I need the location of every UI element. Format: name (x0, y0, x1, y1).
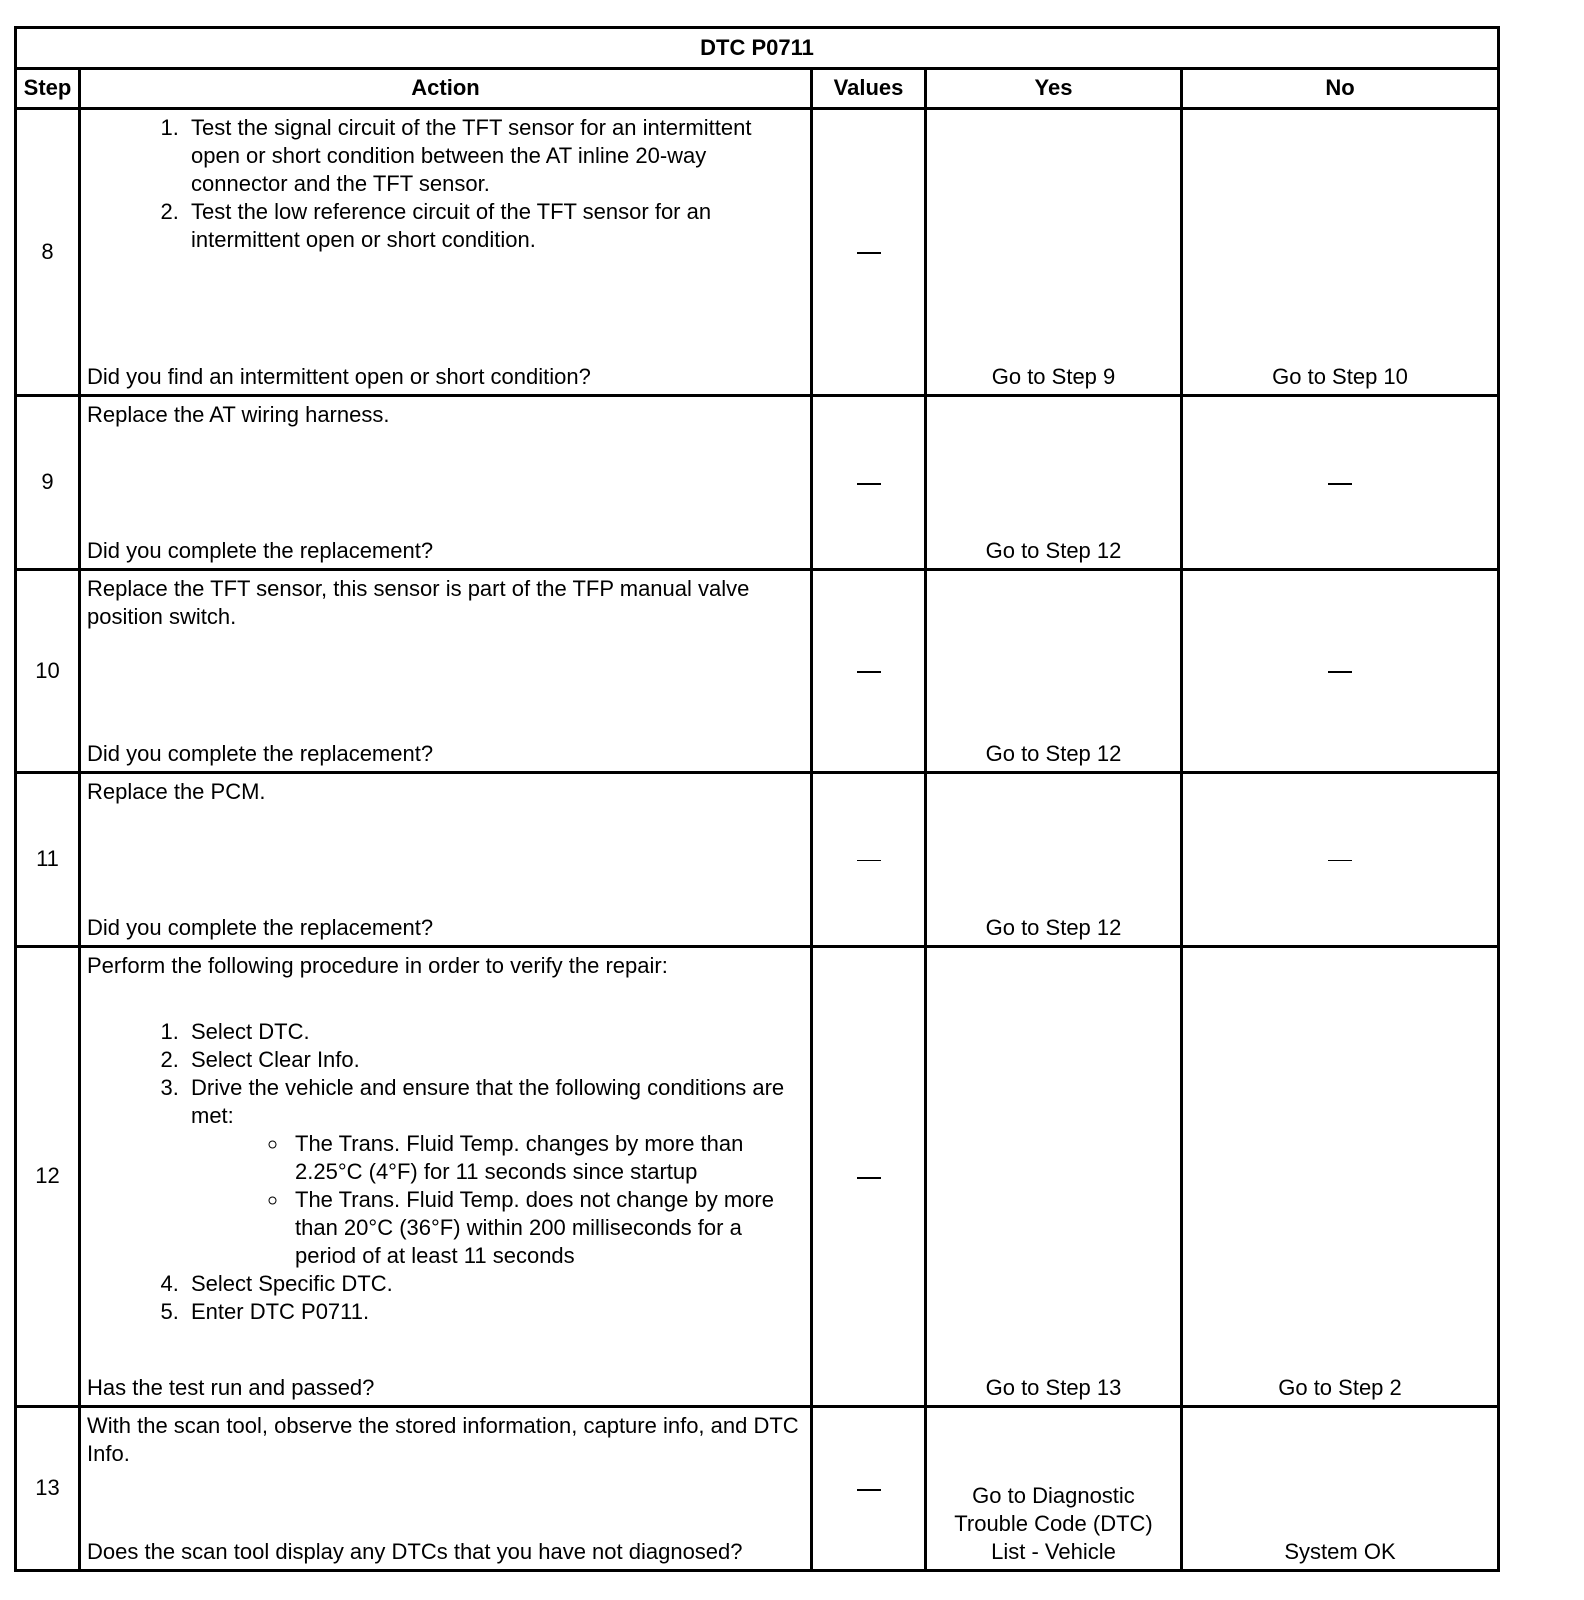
yes-line: Go to Diagnostic (972, 1483, 1135, 1508)
yes-cell: Go to Step 12 (926, 395, 1182, 569)
question-text: Did you find an intermittent open or short condition? (87, 363, 591, 389)
dash-mark (857, 1489, 881, 1491)
action-text: Replace the AT wiring harness. (87, 401, 390, 427)
list-item: ◦ The Trans. Fluid Temp. changes by more than 2.25°C (4°F) for 11 seconds since startup (289, 1130, 804, 1186)
step-number: 13 (16, 1406, 80, 1570)
question-text: Has the test run and passed? (87, 1374, 375, 1400)
action-cell (80, 946, 812, 1406)
header-values: Values (812, 68, 926, 109)
step-number: 10 (16, 569, 80, 772)
dash-mark (857, 252, 881, 254)
dash-mark (857, 1177, 881, 1179)
table-title: DTC P0711 (16, 28, 1499, 69)
no-cell: Go to Step 2 (1182, 946, 1499, 1406)
no-cell (1182, 395, 1499, 569)
action-steps (87, 114, 804, 254)
table-row-step-8 (16, 109, 1499, 396)
dash-mark (857, 671, 881, 673)
dash-mark (1328, 483, 1352, 485)
step-number: 8 (16, 109, 80, 396)
verify-steps (87, 1018, 804, 1326)
list-item: 1. Select DTC. (185, 1018, 804, 1046)
no-cell: Go to Step 10 (1182, 109, 1499, 396)
diagnostic-table (14, 26, 1500, 1572)
header-action: Action (80, 68, 812, 109)
yes-cell: Go to Step 13 (926, 946, 1182, 1406)
values-cell (812, 395, 926, 569)
no-cell: System OK (1182, 1406, 1499, 1570)
action-text: Replace the TFT sensor, this sensor is part of the TFP manual valve position switch. (87, 575, 750, 629)
question-text: Did you complete the replacement? (87, 914, 434, 940)
dash-mark (1328, 671, 1352, 673)
dash-mark (857, 483, 881, 485)
action-text: Replace the PCM. (87, 778, 266, 804)
action-cell (80, 109, 812, 396)
yes-cell: Go to Step 12 (926, 569, 1182, 772)
action-cell (80, 569, 812, 772)
values-cell (812, 946, 926, 1406)
action-cell (80, 1406, 812, 1570)
table-row-step-13 (16, 1406, 1499, 1570)
values-cell (812, 109, 926, 396)
list-item: ◦ The Trans. Fluid Temp. does not change by more than 20°C (36°F) within 200 milliseconds for a period of at least 11 seconds (289, 1186, 804, 1270)
question-text: Does the scan tool display any DTCs that you have not diagnosed? (87, 1539, 743, 1564)
action-text: Perform the following procedure in order to verify the repair: (87, 952, 668, 978)
dash-mark (1328, 860, 1352, 861)
list-item: 1. Test the signal circuit of the TFT sensor for an intermittent open or short condition between the AT inline 20-way connector and the TFT sensor. (185, 114, 804, 198)
yes-line: Trouble Code (DTC) (954, 1511, 1153, 1536)
values-cell (812, 1406, 926, 1570)
table-row-step-12 (16, 946, 1499, 1406)
list-item: 2. Select Clear Info. (185, 1046, 804, 1074)
action-text: With the scan tool, observe the stored information, capture info, and DTC Info. (87, 1412, 799, 1466)
conditions-list (191, 1130, 804, 1270)
action-cell (80, 395, 812, 569)
header-yes: Yes (926, 68, 1182, 109)
yes-line: List - Vehicle (991, 1539, 1116, 1564)
list-item: 5. Enter DTC P0711. (185, 1298, 804, 1326)
step-number: 11 (16, 772, 80, 946)
list-item: 4. Select Specific DTC. (185, 1270, 804, 1298)
step-number: 12 (16, 946, 80, 1406)
no-cell (1182, 772, 1499, 946)
yes-cell: Go to Step 9 (926, 109, 1182, 396)
header-no: No (1182, 68, 1499, 109)
list-item (185, 1074, 804, 1270)
values-cell (812, 569, 926, 772)
step-number: 9 (16, 395, 80, 569)
header-step: Step (16, 68, 80, 109)
values-cell (812, 772, 926, 946)
table-row-step-11 (16, 772, 1499, 946)
table-row-step-10 (16, 569, 1499, 772)
dash-mark (857, 860, 881, 861)
no-cell (1182, 569, 1499, 772)
list-item: 2. Test the low reference circuit of the TFT sensor for an intermittent open or short condition. (185, 198, 804, 254)
action-cell (80, 772, 812, 946)
question-text: Did you complete the replacement? (87, 740, 434, 766)
yes-cell (926, 1406, 1182, 1570)
question-text: Did you complete the replacement? (87, 537, 434, 563)
yes-cell: Go to Step 12 (926, 772, 1182, 946)
list-item-text: Drive the vehicle and ensure that the following conditions are met: (191, 1074, 785, 1128)
table-row-step-9 (16, 395, 1499, 569)
